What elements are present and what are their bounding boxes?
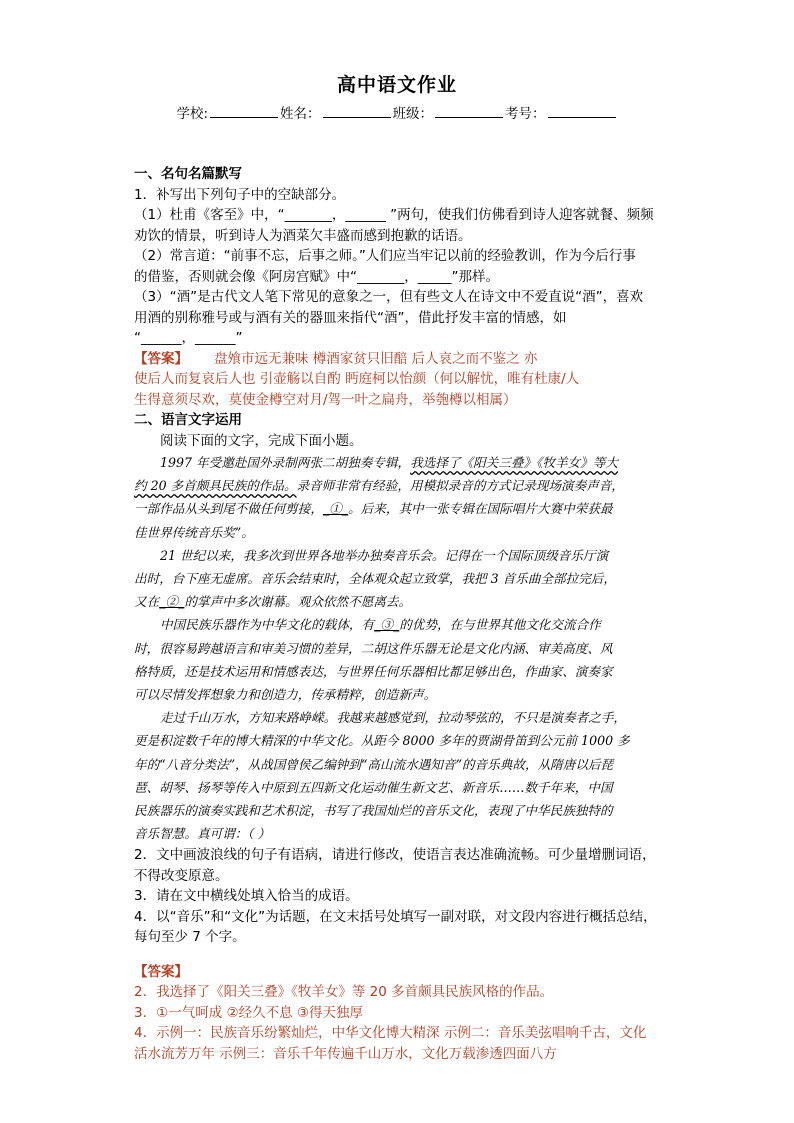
document-body <box>134 164 674 1064</box>
passage-line <box>134 451 674 474</box>
school-label: 学校: <box>176 106 209 122</box>
reading-instruction: 阅读下面的文字，完成下面小题。 <box>160 432 363 449</box>
answer-text: 盘飧市远无兼味 樽酒家贫只旧醅 后人哀之而不鉴之 亦 <box>214 350 538 367</box>
wavy-underlined-sentence: 我选择了《阳关三叠》《牧羊女》等大 <box>410 455 618 470</box>
answer-4-line-1: 4．示例一：民族音乐纷繁灿烂，中华文化博大精深 示例二：音乐美弦唱响千古，文化 <box>134 1025 647 1042</box>
question-1-3-line-3: “______，______” <box>134 330 243 346</box>
question-1-2-line-2: 的借鉴，否则就会像《阿房宫赋》中“_______，_____”那样。 <box>134 268 499 285</box>
passage-text: 1997 年受邀赴国外录制两张二胡独奏专辑， <box>160 455 411 470</box>
name-blank[interactable] <box>323 103 391 118</box>
passage-line <box>134 613 674 636</box>
class-label: 班级： <box>392 106 434 122</box>
question-3: 3．请在文中横线处填入恰当的成语。 <box>134 888 359 905</box>
class-blank[interactable] <box>435 103 503 118</box>
exam-number-label: 考号： <box>505 106 546 122</box>
passage-line: 出时，台下座无虚席。音乐会结束时，全体观众起立致掌，我把 3 首乐曲全部拉完后， <box>134 571 616 587</box>
answer-1-line-2: 使后人而复哀后人也 引壶觞以自酌 眄庭柯以怡颜（何以解忧，唯有杜康/人 <box>134 371 580 387</box>
question-1-3-line-1: （3）“酒”是古代文人笔下常见的意象之一，但有些文人在诗文中不爱直说“酒”，喜欢 <box>134 289 644 305</box>
passage-line <box>134 497 674 520</box>
passage-line <box>134 474 674 497</box>
passage-text: 。后来，其中一张专辑在国际唱片大赛中荣获最 <box>348 501 613 517</box>
passage-text: 的掌声中多次谢幕。观众依然不愿离去。 <box>184 594 412 610</box>
question-1-2-line-1: （2）常言道：“前事不忘，后事之师。”人们应当牢记以前的经验教训，作为今后行事 <box>134 248 636 264</box>
answer-tag: 【答案】 <box>134 963 188 980</box>
passage-text: 又在 <box>134 594 160 610</box>
passage-line: 走过千山万水，方知来路峥嵘。我越来越感觉到，拉动琴弦的，不只是演奏者之手， <box>160 710 626 726</box>
question-2-line-2: 不得改变原意。 <box>134 867 229 884</box>
question-1: 1．补写出下列句子中的空缺部分。 <box>134 186 346 203</box>
question-1-1-line-1: （1）杜甫《客至》中，“_______，______ ”两句，使我们仿佛看到诗人迎客就餐、频频 <box>134 207 654 223</box>
school-blank[interactable] <box>210 103 278 118</box>
passage-text: 一部作品从头到尾不做任何剪接， <box>134 501 323 517</box>
passage-text: 的优势，在与世界其他文化交流合作 <box>399 617 601 633</box>
passage-line: 更是积淀数千年的博大精深的中华文化。从距今 8000 多年的贾湖骨笛到公元前 1000 多 <box>134 733 630 749</box>
passage-line: 可以尽情发挥想象力和创造力，传承精粹，创造新声。 <box>134 687 437 703</box>
answer-tag: 【答案】 <box>134 350 188 367</box>
passage-line: 民族器乐的演奏实践和艺术积淀，书写了我国灿烂的音乐文化，表现了中华民族独特的 <box>134 803 613 819</box>
answer-4-line-2: 活水流芳万年 示例三：音乐千年传遍千山万水，文化万载渗透四面八方 <box>134 1045 557 1062</box>
blank-2[interactable]: _②_ <box>159 594 185 610</box>
passage-line: 时，很容易跨越语言和审美习惯的差异，二胡这件乐器无论是文化内涵、审美高度、风 <box>134 640 613 656</box>
answer-1-line-3: 生得意须尽欢，莫使金樽空对月/驾一叶之扁舟，举匏樽以相属） <box>134 391 517 408</box>
passage-line: 佳世界传统音乐奖”。 <box>134 524 254 540</box>
passage-line: 21 世纪以来，我多次到世界各地举办独奏音乐会。记得在一个国际顶级音乐厅演 <box>160 547 609 563</box>
passage-line: 格特质，还是技术运用和情感表达，与世界任何乐器相比都足够出色，作曲家、演奏家 <box>134 663 613 679</box>
question-4-line-1: 4．以“音乐”和“文化”为话题，在文末括号处填写一副对联，对文段内容进行概括总结， <box>134 908 657 925</box>
blank-3[interactable]: _③_ <box>374 617 400 633</box>
passage-line: 年的“八音分类法”，从战国曾侯乙编钟到“高山流水遇知音”的音乐典故，从隋唐以后琵 <box>134 756 614 772</box>
answer-3: 3．①一气呵成 ②经久不息 ③得天独厚 <box>134 1004 363 1021</box>
question-1-1-line-2: 劝饮的情景，听到诗人为酒菜欠丰盛而感到抱歉的话语。 <box>134 227 472 244</box>
passage-text: 中国民族乐器作为中华文化的载体，有 <box>160 617 375 633</box>
answer-1-line-1 <box>134 349 674 370</box>
name-label: 姓名： <box>280 106 321 122</box>
answer-2: 2．我选择了《阳关三叠》《牧羊女》等 20 多首颇具民族风格的作品。 <box>134 984 554 1001</box>
section1-heading: 一、名句名篇默写 <box>134 166 242 182</box>
student-info-row <box>0 102 794 122</box>
blank-1[interactable]: _①_ <box>322 501 349 517</box>
exam-number-blank[interactable] <box>548 103 616 118</box>
question-4-line-2: 每句至少 7 个字。 <box>134 929 246 946</box>
passage-line: 琶、胡琴、扬琴等传入中原到五四新文化运动催生新文艺、新音乐……数千年来，中国 <box>134 779 613 795</box>
question-2-line-1: 2．文中画波浪线的句子有语病，请进行修改，使语言表达准确流畅。可少量增删词语， <box>134 847 656 864</box>
passage-line: 音乐智慧。真可谓：（ ） <box>134 826 271 842</box>
question-1-3-line-2: 用酒的别称雅号或与酒有关的器皿来指代“酒”，借此抒发丰富的情感，如 <box>134 309 567 326</box>
passage-text: 录音师非常有经验，用模拟录音的方式记录现场演奏声音， <box>296 478 625 494</box>
reading-passage <box>134 451 674 845</box>
passage-line <box>134 590 674 613</box>
wavy-underlined-sentence: 约 20 多首颇具民族的作品。 <box>134 478 297 494</box>
document-title: 高中语文作业 <box>336 74 457 96</box>
section2-heading: 二、语言文字运用 <box>134 412 242 428</box>
